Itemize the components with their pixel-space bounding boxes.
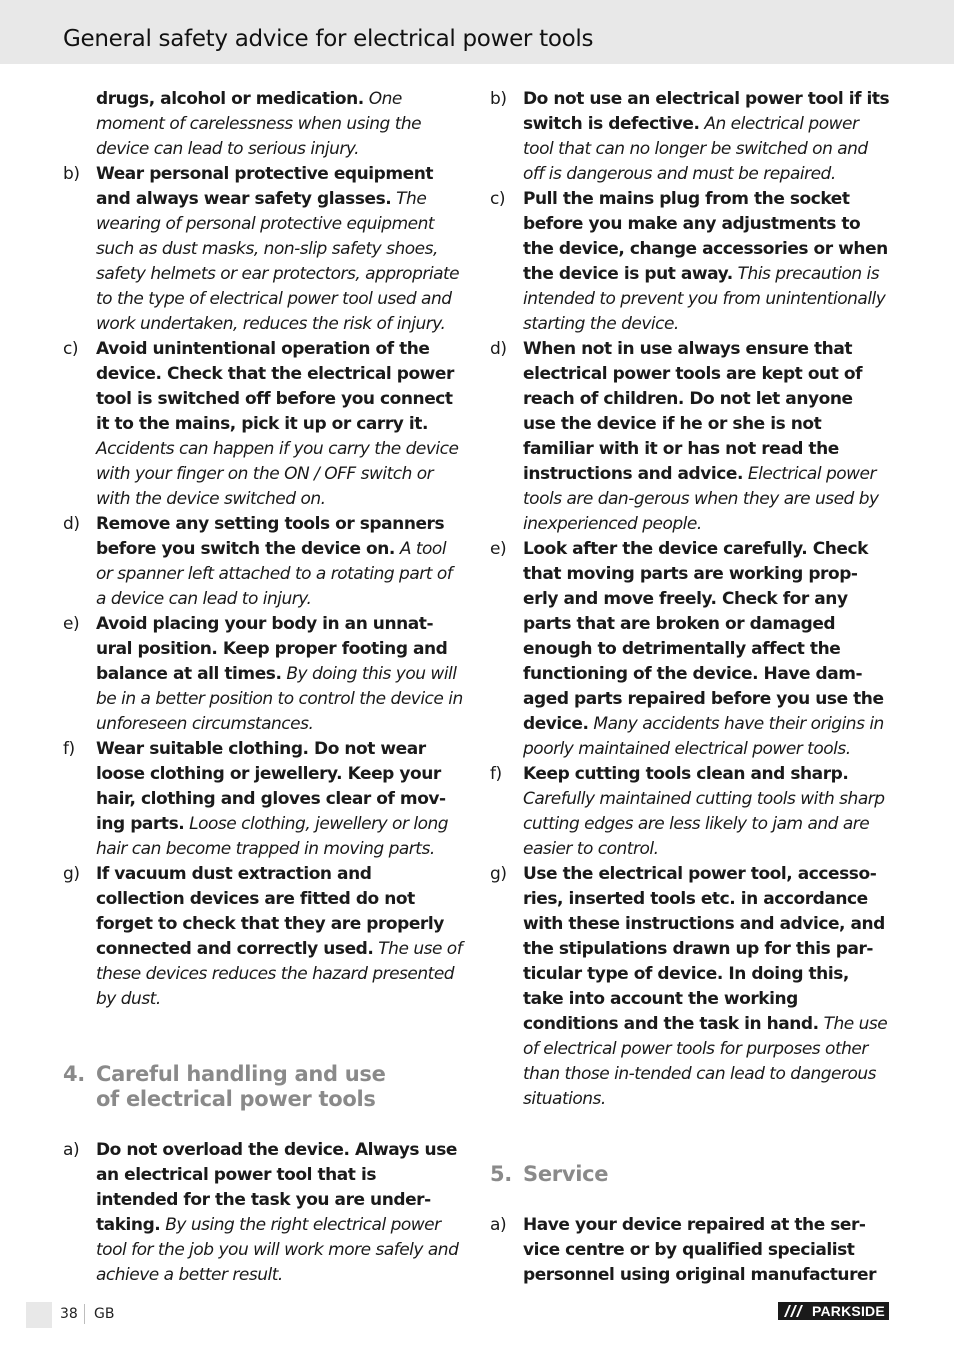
intro-bold: drugs, alcohol or medication. [96, 89, 364, 109]
list-item [490, 1213, 890, 1288]
item-text: By doing this you will be in a better position to control the device in unforeseen circumstances. [96, 664, 463, 734]
section-5-heading [490, 1162, 890, 1187]
item-letter: a) [490, 1215, 507, 1235]
item-bold: Have your device repaired at the ser-vice centre or by qualified specialist personnel using original manufacturer [523, 1215, 877, 1285]
item-text: The use of these devices reduces the hazard presented by dust. [96, 939, 463, 1009]
item-text: This precaution is intended to prevent you from unintentionally starting the device. [523, 264, 886, 334]
item-text: Electrical power tools are dan-gerous when they are used by inexperienced people. [523, 464, 879, 534]
item-bold: Keep cutting tools clean and sharp. [523, 764, 849, 784]
page-number: 38 [60, 1306, 78, 1322]
list-item [63, 862, 463, 1012]
item-letter: f) [490, 764, 502, 784]
item-letter: f) [63, 739, 75, 759]
list-item [490, 762, 890, 862]
list-item [63, 737, 463, 862]
list-item [63, 612, 463, 737]
footer-marker [26, 1302, 52, 1328]
section-title-line: of electrical power tools [96, 1087, 376, 1111]
item-text: An electrical power tool that can no longer be switched on and off is dangerous and must be repaired. [523, 114, 868, 184]
item-letter: g) [490, 864, 507, 884]
intro-paragraph [63, 87, 463, 162]
item-bold: Avoid unintentional operation of the device. Check that the electrical power tool is switched off before you connect it to the mains, pick it up or carry it. [96, 339, 454, 434]
item-text: A tool or spanner left attached to a rotating part of a device can lead to injury. [96, 539, 453, 609]
section-title-line: Careful handling and use [96, 1062, 386, 1086]
item-letter: d) [490, 339, 507, 359]
item-letter: c) [63, 339, 79, 359]
list-item [63, 512, 463, 612]
page-title: General safety advice for electrical power tools [63, 26, 594, 52]
item-letter: e) [490, 539, 507, 559]
item-letter: e) [63, 614, 80, 634]
item-bold: Use the electrical power tool, accesso-ries, inserted tools etc. in accordance with these instructions and advice, and the stipulations drawn up for this par-ticular type of device. In doing this, take into account the working conditions and the task in hand. [523, 864, 885, 1034]
logo-text: PARKSIDE [812, 1303, 885, 1319]
list-item [490, 537, 890, 762]
list-item [490, 187, 890, 337]
intro-text: One moment of carelessness when using the device can lead to serious injury. [96, 89, 422, 159]
list-item [63, 162, 463, 337]
section-title-line: Service [523, 1162, 609, 1186]
item-bold: Wear suitable clothing. Do not wear loose clothing or jewellery. Keep your hair, clothing and gloves clear of mov-ing parts. [96, 739, 446, 834]
item-letter: b) [490, 89, 507, 109]
list-item [490, 87, 890, 187]
logo-stripes-icon [778, 1302, 812, 1320]
item-text: By using the right electrical power tool for the job you will work more safely and achieve a better result. [96, 1215, 459, 1285]
item-bold: Pull the mains plug from the socket before you make any adjustments to the device, change accessories or when the device is put away. [523, 189, 888, 284]
right-column [490, 87, 890, 1288]
item-bold: Avoid placing your body in an unnat-ural position. Keep proper footing and balance at all times. [96, 614, 448, 684]
item-text: Loose clothing, jewellery or long hair can become trapped in moving parts. [96, 814, 449, 859]
item-text: The use of electrical power tools for purposes other than those in-tended can lead to dangerous situations. [523, 1014, 888, 1109]
item-text: Accidents can happen if you carry the device with your finger on the ON / OFF switch or with the device switched on. [96, 439, 459, 509]
item-letter: c) [490, 189, 506, 209]
item-text: The wearing of personal protective equipment such as dust masks, non-slip safety shoes, safety helmets or ear protectors, appropriate to the type of electrical power tool used and work undertaken, reduces the risk of injury. [96, 189, 460, 334]
footer-divider [84, 1304, 85, 1324]
section-number: 4. [63, 1062, 85, 1086]
list-item [490, 337, 890, 537]
item-bold: Do not overload the device. Always use an electrical power tool that is intended for the task you are under-taking. [96, 1140, 457, 1235]
left-column [63, 87, 463, 1288]
list-item [63, 337, 463, 512]
item-bold: When not in use always ensure that electrical power tools are kept out of reach of children. Do not let anyone use the device if he or she is not familiar with it or has not read the instructions and advice. [523, 339, 863, 484]
item-bold: Wear personal protective equipment and always wear safety glasses. [96, 164, 434, 209]
item-letter: b) [63, 164, 80, 184]
item-bold: Remove any setting tools or spanners before you switch the device on. [96, 514, 445, 559]
item-letter: g) [63, 864, 80, 884]
list-item [490, 862, 890, 1112]
item-bold: If vacuum dust extraction and collection devices are fitted do not forget to check that they are properly connected and correctly used. [96, 864, 444, 959]
item-bold: Look after the device carefully. Check that moving parts are working prop-erly and move freely. Check for any parts that are broken or damaged enough to detrimentally affect the functioning of the device. Have dam-aged parts repaired before you use the device. [523, 539, 884, 734]
list-item [63, 1138, 463, 1288]
parkside-logo [778, 1302, 889, 1320]
page-header [0, 0, 954, 64]
item-text: Carefully maintained cutting tools with sharp cutting edges are less likely to jam and are easier to control. [523, 789, 885, 859]
item-bold: Do not use an electrical power tool if its switch is defective. [523, 89, 890, 134]
language-code: GB [94, 1306, 115, 1322]
section-4-heading [63, 1062, 463, 1112]
item-text: Many accidents have their origins in poorly maintained electrical power tools. [523, 714, 884, 759]
item-letter: d) [63, 514, 80, 534]
item-letter: a) [63, 1140, 80, 1160]
section-number: 5. [490, 1162, 512, 1186]
